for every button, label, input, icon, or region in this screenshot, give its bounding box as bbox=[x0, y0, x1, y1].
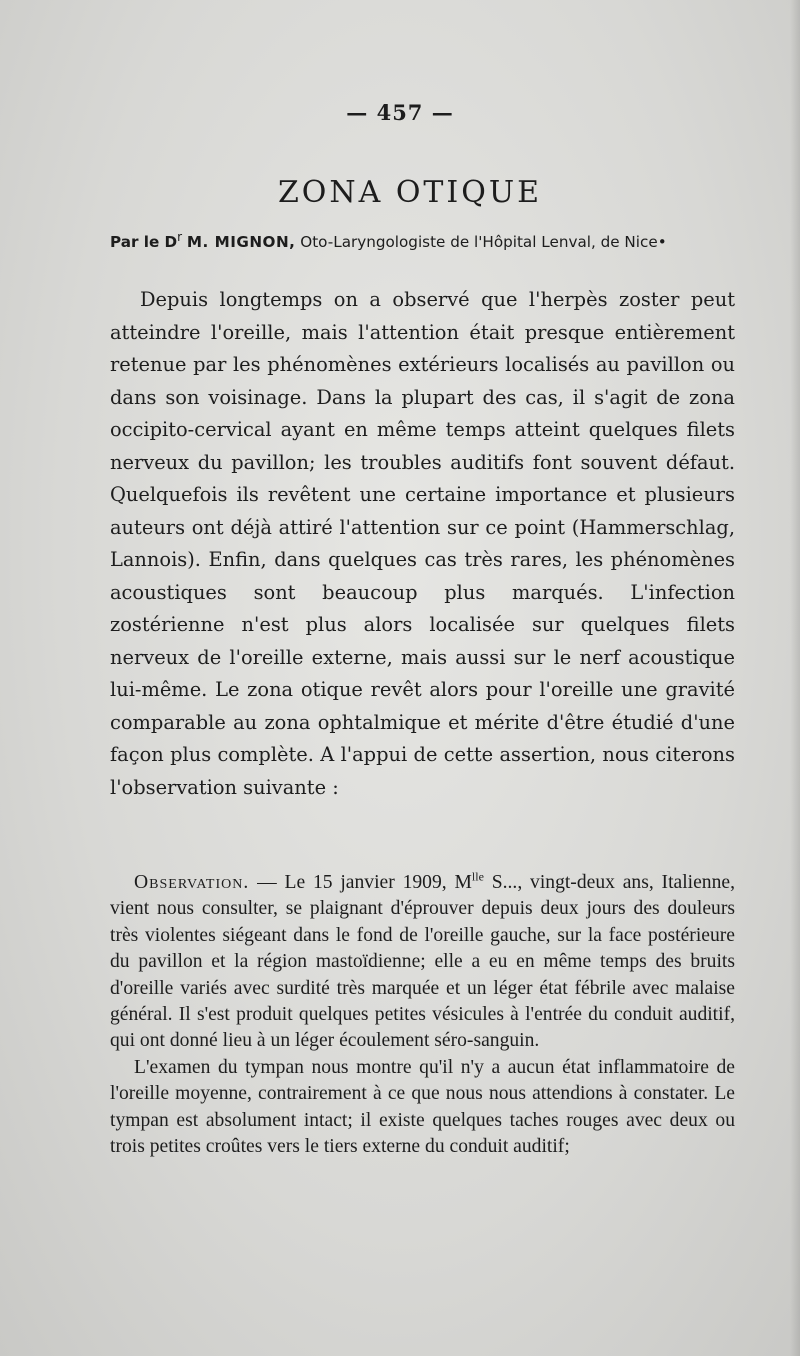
observation-sup: lle bbox=[471, 869, 484, 884]
byline bbox=[110, 229, 750, 251]
byline-prefix: Par le D bbox=[110, 233, 178, 251]
intro-section bbox=[110, 284, 735, 804]
observation-text-part1: — Le 15 janvier 1909, M bbox=[249, 872, 472, 893]
observation-section bbox=[110, 870, 735, 1160]
article-title: ZONA OTIQUE bbox=[277, 175, 543, 210]
page-number: — 457 — bbox=[346, 100, 454, 125]
observation-label: Observation. bbox=[134, 872, 250, 893]
observation-text-part2: S..., vingt-deux ans, Italienne, vient nous consulter, se plaignant d'éprouver depuis deux jours des douleurs très violentes siégeant dans le fond de l'oreille gauche, sur la face postérieure du pavillon et la région mastoïdienne; elle a eu en même temps des bruits d'oreille variés avec surdité très marquée et un léger état fébrile avec malaise général. Il s'est produit quelques petites vésicules à l'entrée du conduit auditif, qui ont donné lieu à un léger écoulement séro-sanguin. bbox=[110, 872, 735, 1052]
byline-prefix-sup: r bbox=[177, 229, 183, 244]
intro-paragraph: Depuis longtemps on a observé que l'herpès zoster peut atteindre l'oreille, mais l'attention était presque entièrement retenue par les phénomènes extérieurs localisés au pavillon ou dans son voisinage. Dans la plupart des cas, il s'agit de zona occipito-cervical ayant en même temps atteint quelques filets nerveux du pavillon; les troubles auditifs font souvent défaut. Quelquefois ils revêtent une certaine importance et plusieurs auteurs ont déjà attiré l'attention sur ce point (Hammerschlag, Lannois). Enfin, dans quelques cas très rares, les phénomènes acoustiques sont beaucoup plus marqués. L'infection zostérienne n'est plus alors localisée sur quelques filets nerveux de l'oreille externe, mais aussi sur le nerf acoustique lui-même. Le zona otique revêt alors pour l'oreille une gravité comparable au zona ophtalmique et mérite d'être étudié d'une façon plus complète. A l'appui de cette assertion, nous citerons l'observation suivante : bbox=[110, 288, 735, 799]
observation-paragraph-2: L'examen du tympan nous montre qu'il n'y a aucun état inflammatoire de l'oreille moyenne, contrairement à ce que nous nous attendions à constater. Le tympan est absolument intact; il existe quelques taches rouges avec deux ou trois petites croûtes vers le tiers externe du conduit auditif; bbox=[110, 1056, 735, 1158]
author-affiliation: Oto-Laryngologiste de l'Hôpital Lenval, de Nice• bbox=[300, 233, 667, 251]
author-name: M. MIGNON, bbox=[186, 233, 296, 251]
observation-paragraph bbox=[110, 870, 735, 1055]
